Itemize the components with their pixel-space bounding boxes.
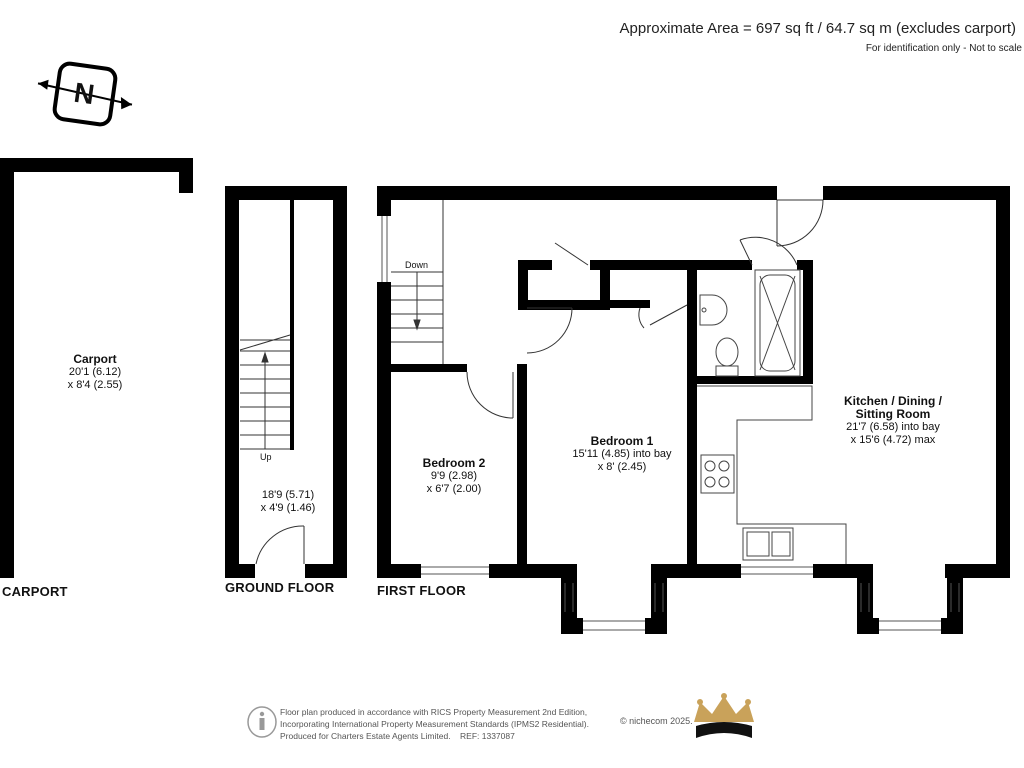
room-bedroom-2 (404, 457, 504, 496)
room-name: Bedroom 2 (422, 456, 486, 470)
bathroom-fixtures (700, 270, 800, 376)
footer-notes (280, 706, 589, 742)
room-dimension: 9'9 (2.98) (430, 470, 478, 482)
ground-floor-walls (225, 186, 347, 578)
footer-line (280, 730, 589, 742)
person-info-icon (248, 707, 276, 737)
approximate-area: Approximate Area = 697 sq ft / 64.7 sq m (excludes carport) (619, 20, 1016, 37)
room-dimension: 15'11 (4.85) into bay (572, 448, 672, 460)
room-name: Carport (73, 352, 117, 366)
footer-line: Incorporating International Property Measurement Standards (IPMS2 Residential). (280, 719, 589, 729)
room-dimension: 18'9 (5.71) (261, 489, 315, 501)
footer-copyright: © nichecom 2025. (620, 716, 693, 726)
footer-agent: Produced for Charters Estate Agents Limited. (280, 731, 451, 741)
stair-label-down: Down (405, 260, 429, 270)
identification-note: For identification only - Not to scale (865, 43, 1022, 54)
room-name: Kitchen / Dining / (844, 394, 942, 408)
footer-line: Floor plan produced in accordance with RICS Property Measurement 2nd Edition, (280, 707, 588, 717)
room-dimension: x 8' (2.45) (597, 461, 647, 473)
room-kitchen-dining-sitting (818, 395, 968, 447)
footer-ref: REF: 1337087 (460, 731, 515, 741)
room-dimension: 21'7 (6.58) into bay (846, 421, 940, 433)
floor-label-ground: GROUND FLOOR (225, 580, 335, 595)
room-carport (40, 353, 150, 392)
compass-letter: N (72, 76, 97, 111)
floor-label-first: FIRST FLOOR (377, 583, 466, 598)
crown-logo-icon (694, 693, 754, 738)
room-dimension: 20'1 (6.12) (68, 366, 122, 378)
first-floor-stairs (391, 200, 443, 364)
room-bedroom-1 (552, 435, 692, 474)
ground-door-swing (256, 526, 304, 564)
room-dimension: x 15'6 (4.72) max (850, 434, 936, 446)
room-dimension: x 4'9 (1.46) (260, 502, 316, 514)
floor-label-carport: CARPORT (2, 584, 68, 599)
room-name: Sitting Room (855, 407, 931, 421)
stair-label-up: Up (260, 452, 272, 462)
room-ground-hall (240, 489, 336, 515)
room-name: Bedroom 1 (590, 434, 654, 448)
ground-stairs (240, 335, 290, 449)
room-dimension: x 6'7 (2.00) (426, 483, 482, 495)
room-dimension: x 8'4 (2.55) (67, 379, 123, 391)
